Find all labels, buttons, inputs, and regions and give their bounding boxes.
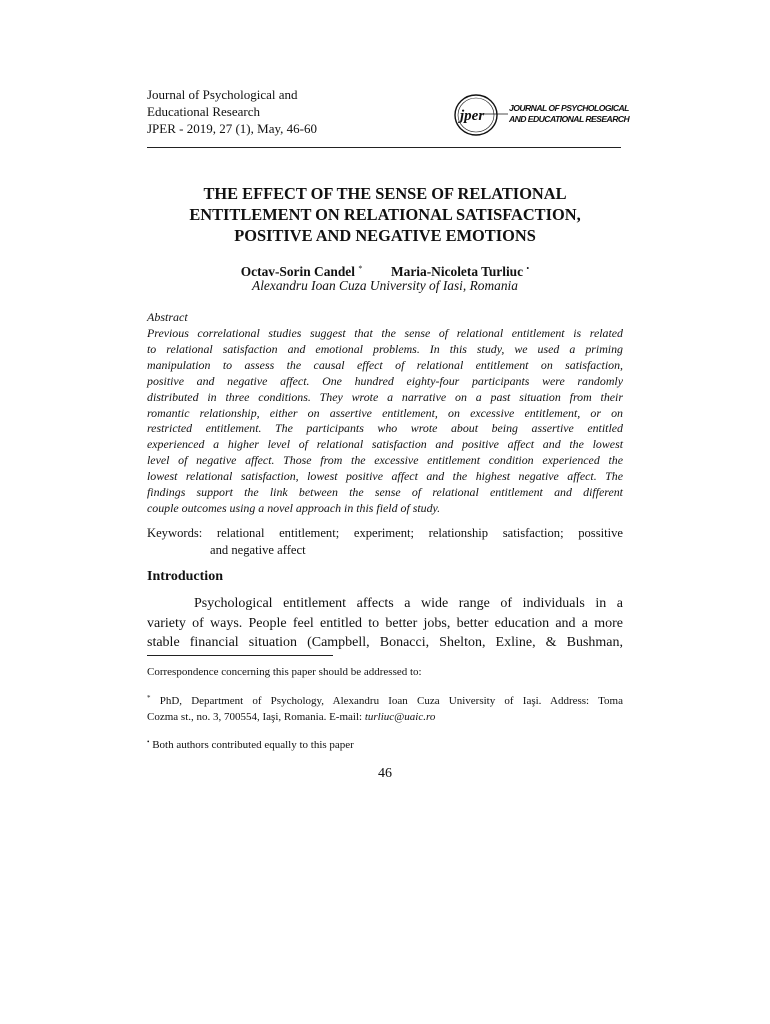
author-email-link[interactable]: turliuc@uaic.ro <box>364 711 436 723</box>
abstract-line: romantic relationship, either on assertive entitlement, on excessive entitlement, or on <box>147 405 623 420</box>
footnote-address-text-2: Cozma st., no. 3, 700554, Iaşi, Romania. E-mail: <box>147 711 365 723</box>
title-line-3: POSITIVE AND NEGATIVE EMOTIONS <box>234 226 536 245</box>
introduction-line: variety of ways. People feel entitled to better jobs, better education and a more <box>147 615 623 631</box>
keywords-line-2: and negative affect <box>210 543 306 557</box>
journal-name-line-2: Educational Research <box>147 104 260 119</box>
footnote-address-line-1 <box>147 690 623 709</box>
keywords-line-1: Keywords: relational entitlement; experiment; relationship satisfaction; possitive <box>147 526 623 540</box>
jper-logo-text <box>509 103 629 124</box>
author-affiliation: Alexandru Ioan Cuza University of Iasi, Romania <box>252 278 518 293</box>
footnote-address-line-2 <box>147 709 623 725</box>
header-divider <box>147 147 621 148</box>
journal-issue-line: JPER - 2019, 27 (1), May, 46-60 <box>147 121 317 136</box>
jper-logo-mark <box>452 92 512 138</box>
introduction-line: stable financial situation (Campbell, Bonacci, Shelton, Exline, & Bushman, <box>147 635 623 650</box>
journal-name-line-1: Journal of Psychological and <box>147 87 298 102</box>
footnote-author-address <box>147 690 623 725</box>
title-line-2: ENTITLEMENT ON RELATIONAL SATISFACTION, <box>189 205 581 224</box>
abstract-line: restricted entitlement. The participants who wrote about being assertive entitled <box>147 421 623 436</box>
author-2-mark: • <box>526 264 530 273</box>
footnote-equal-text: Both authors contributed equally to this paper <box>152 739 354 751</box>
abstract-heading: Abstract <box>147 310 188 324</box>
abstract-line: level of negative affect. Those from the excessive entitlement condition experienced the <box>147 453 623 468</box>
correspondence-note: Correspondence concerning this paper should be addressed to: <box>147 666 422 678</box>
abstract-line: experienced a higher level of relational satisfaction and positive affect and the lowest <box>147 437 623 452</box>
page-number: 46 <box>378 766 392 781</box>
abstract-line: manipulation to assess the causal effect of relational entitlement on satisfaction, <box>147 357 623 372</box>
abstract-line: positive and negative affect. One hundred eighty-four participants were randomly <box>147 373 623 388</box>
abstract-line: Previous correlational studies suggest that the sense of relational entitlement is related <box>147 326 623 340</box>
author-1-mark: * <box>358 264 363 273</box>
footnote-mark: • <box>147 738 150 746</box>
introduction-line: Psychological entitlement affects a wide range of individuals in a <box>194 596 623 611</box>
footnote-equal-contribution <box>147 734 623 753</box>
abstract-line: findings support the link between the sense of relational entitlement and different <box>147 485 623 500</box>
jper-logo <box>452 92 632 138</box>
abstract-line: lowest relational satisfaction, lowest positive affect and the highest negative affect. The <box>147 469 623 484</box>
abstract-line: to relational satisfaction and emotional problems. In this study, we used a priming <box>147 341 623 356</box>
author-2-name: Maria-Nicoleta Turliuc <box>391 264 524 279</box>
author-1-name: Octav-Sorin Candel <box>240 264 355 279</box>
introduction-heading: Introduction <box>147 569 223 584</box>
abstract-line: couple outcomes using a novel approach in this field of study. <box>147 500 441 515</box>
footnote-mark: * <box>147 694 151 702</box>
jper-logo-line-1: JOURNAL OF PSYCHOLOGICAL <box>509 103 629 113</box>
paper-title <box>147 183 623 246</box>
abstract-line: distributed in three conditions. They wrote a narrative on a past situation from their <box>147 389 623 404</box>
keywords <box>147 525 623 559</box>
introduction-text <box>147 594 623 653</box>
jper-logo-monogram: jper <box>460 108 485 124</box>
jper-logo-line-2: AND EDUCATIONAL RESEARCH <box>509 113 630 124</box>
title-line-1: THE EFFECT OF THE SENSE OF RELATIONAL <box>203 184 567 203</box>
abstract-text <box>147 326 623 517</box>
footnote-address-text: PhD, Department of Psychology, Alexandru Ioan Cuza University of Iaşi. Address: Toma <box>159 695 623 707</box>
journal-citation <box>147 86 407 137</box>
footnote-divider <box>147 655 333 656</box>
